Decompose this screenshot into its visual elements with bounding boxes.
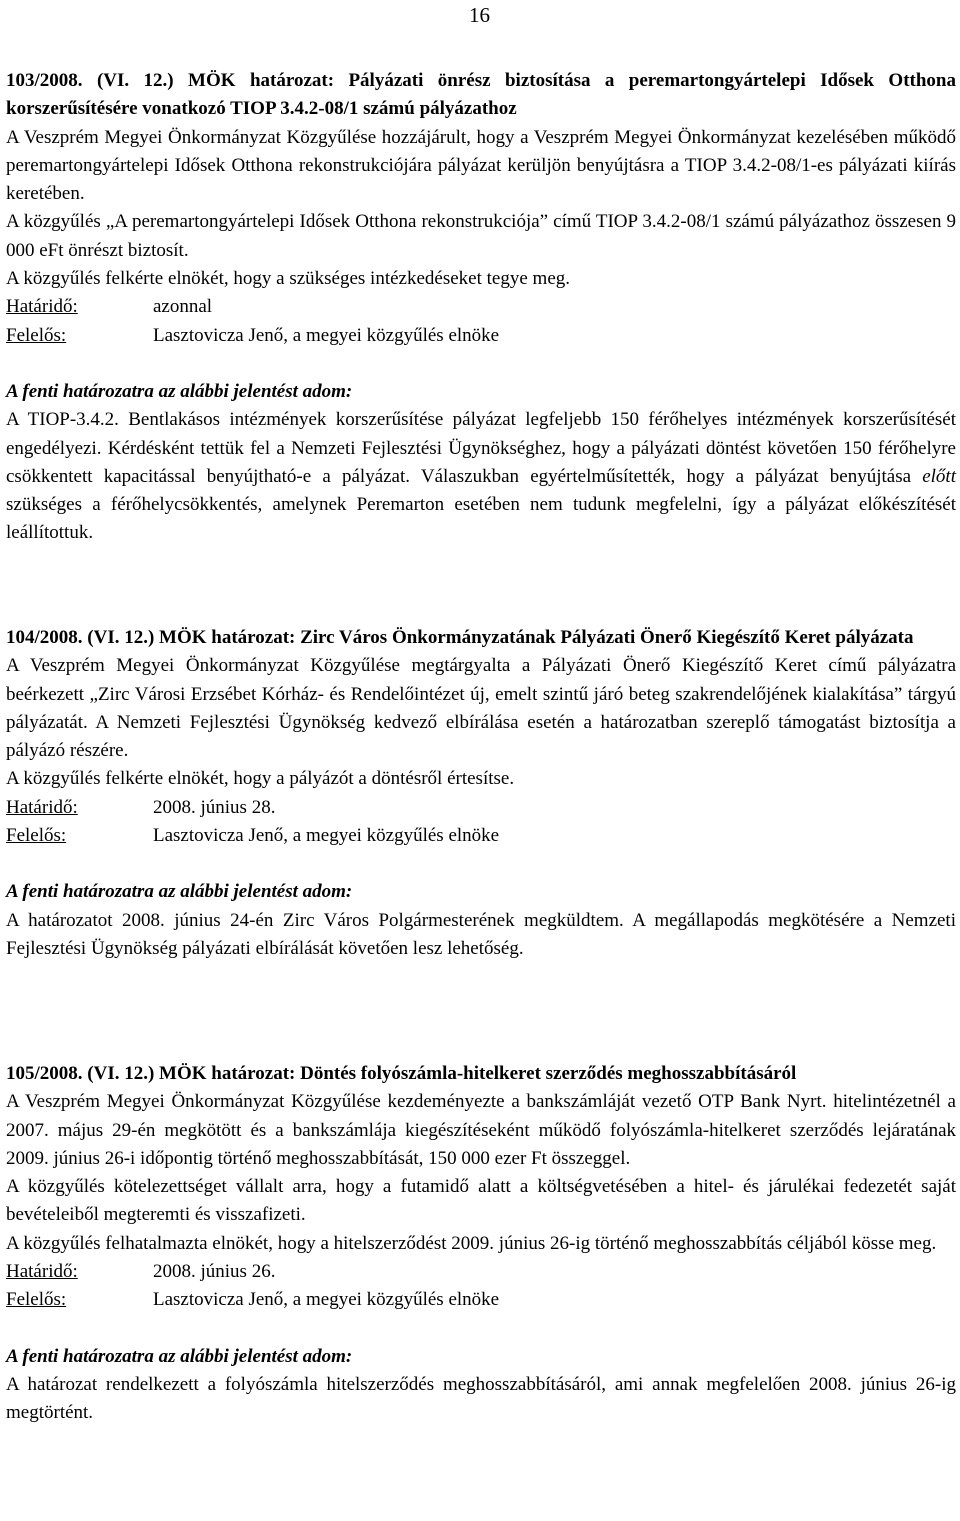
responsible-value: Lasztovicza Jenő, a megyei közgyűlés elnöke (153, 825, 500, 847)
resolution-paragraph: A Veszprém Megyei Önkormányzat Közgyűlése megtárgyalta a Pályázati Önerő Kiegészítő Keret című pályázatra beérkezett „Zirc Városi Erzsébet Kórház- és Rendelőintézet új, emelt szintű járó beteg szakrendelőjének kialakítása” tárgyú pályázatát. A Nemzeti Fejlesztési Ügynökség kedvező elbírálása esetén a határozatban szereplő támogatást biztosítja a pályázó részére. (6, 655, 956, 762)
resolution-title: 104/2008. (VI. 12.) MÖK határozat: Zirc Város Önkormányzatának Pályázati Önerő Kiegészítő Keret pályázata (6, 627, 914, 648)
resolution-paragraph: A közgyűlés felhatalmazta elnökét, hogy a hitelszerződést 2009. június 26-ig történő meghosszabbítás céljából kösse meg. (6, 1232, 937, 1254)
resolution-paragraph: A közgyűlés felkérte elnökét, hogy a szükséges intézkedéseket tegye meg. (6, 268, 570, 290)
deadline-value: 2008. június 26. (153, 1261, 276, 1283)
deadline-label: Határidő: (6, 1261, 78, 1283)
report-text-part: A TIOP-3.4.2. Bentlakásos intézmények korszerűsítése pályázat legfeljebb 150 férőhelyes intézmények korszerűsítését engedélyezi. Kérdésként tettük fel a Nemzeti Fejlesztési Ügynökséghez, hogy a pályázati döntést követően 150 férőhelyre csökkentett kapacitással benyújtható-e a pályázat. Válaszukban egyértelműsítették, hogy a pályázat benyújtása (6, 409, 956, 487)
page-number: 16 (469, 3, 490, 27)
deadline-row (6, 1258, 956, 1286)
resolution-title: 105/2008. (VI. 12.) MÖK határozat: Döntés folyószámla-hitelkeret szerződés meghosszabbításáról (6, 1063, 797, 1084)
report-heading: A fenti határozatra az alábbi jelentést adom: (6, 881, 353, 903)
responsible-row (6, 822, 956, 850)
report-heading: A fenti határozatra az alábbi jelentést adom: (6, 380, 353, 402)
deadline-row (6, 794, 956, 822)
resolution-105 (6, 1060, 956, 1428)
report-emphasis: előtt (922, 465, 956, 487)
responsible-label: Felelős: (6, 324, 67, 346)
resolution-paragraph: A közgyűlés felkérte elnökét, hogy a pályázót a döntésről értesítse. (6, 768, 515, 790)
resolution-paragraph: A Veszprém Megyei Önkormányzat Közgyűlése hozzájárult, hogy a Veszprém Megyei Önkormányzat kezelésében működő peremartongyártelepi Idősek Otthona rekonstrukciójára pályázat kerüljön benyújtásra a TIOP 3.4.2-08/1-es pályázati kiírás keretében. (6, 126, 956, 205)
report-text: A határozat rendelkezett a folyószámla hitelszerződés meghosszabbításáról, ami annak megfelelően 2008. június 26-ig megtörtént. (6, 1373, 956, 1424)
responsible-value: Lasztovicza Jenő, a megyei közgyűlés elnöke (153, 1289, 500, 1311)
deadline-label: Határidő: (6, 796, 78, 818)
deadline-row (6, 293, 956, 321)
responsible-value: Lasztovicza Jenő, a megyei közgyűlés elnöke (153, 324, 500, 346)
responsible-label: Felelős: (6, 825, 67, 847)
deadline-value: 2008. június 28. (153, 796, 276, 818)
responsible-row (6, 1286, 956, 1314)
resolution-paragraph: A közgyűlés „A peremartongyártelepi Idősek Otthona rekonstrukciója” című TIOP 3.4.2-08/1 számú pályázathoz összesen 9 000 eFt önrészt biztosít. (6, 211, 956, 261)
report-text (6, 406, 956, 547)
resolution-103 (6, 67, 956, 548)
responsible-label: Felelős: (6, 1289, 67, 1311)
report-text: A határozatot 2008. június 24-én Zirc Város Polgármesterének megküldtem. A megállapodás megkötésére a Nemzeti Fejlesztési Ügynökség pályázati elbírálását követően lesz lehetőség. (6, 909, 956, 959)
report-text-part: szükséges a férőhelycsökkentés, amelynek Peremarton esetében nem tudunk megfelelni, így a pályázat előkészítését leállítottuk. (6, 494, 956, 544)
resolution-paragraph: A közgyűlés kötelezettséget vállalt arra, hogy a futamidő alatt a költségvetésében a hitel- és járulékai fedezetét saját bevételeiből megteremti és visszafizeti. (6, 1176, 956, 1226)
deadline-value: azonnal (153, 296, 213, 318)
resolution-title: 103/2008. (VI. 12.) MÖK határozat: Pályázati önrész biztosítása a peremartongyártelepi Idősek Otthona korszerűsítésére vonatkozó TIOP 3.4.2-08/1 számú pályázathoz (6, 70, 956, 120)
report-heading: A fenti határozatra az alábbi jelentést adom: (6, 1345, 353, 1367)
resolution-104 (6, 624, 956, 963)
resolution-paragraph: A Veszprém Megyei Önkormányzat Közgyűlése kezdeményezte a bankszámláját vezető OTP Bank Nyrt. hitelintézetnél a 2007. május 29-én megkötött és a bankszámlája kiegészítéseként működő folyószámla-hitelkeret szerződés lejáratának 2009. június 26-i időpontig történő meghosszabbítását, 150 000 ezer Ft összeggel. (6, 1091, 956, 1169)
responsible-row (6, 322, 956, 350)
deadline-label: Határidő: (6, 296, 78, 318)
